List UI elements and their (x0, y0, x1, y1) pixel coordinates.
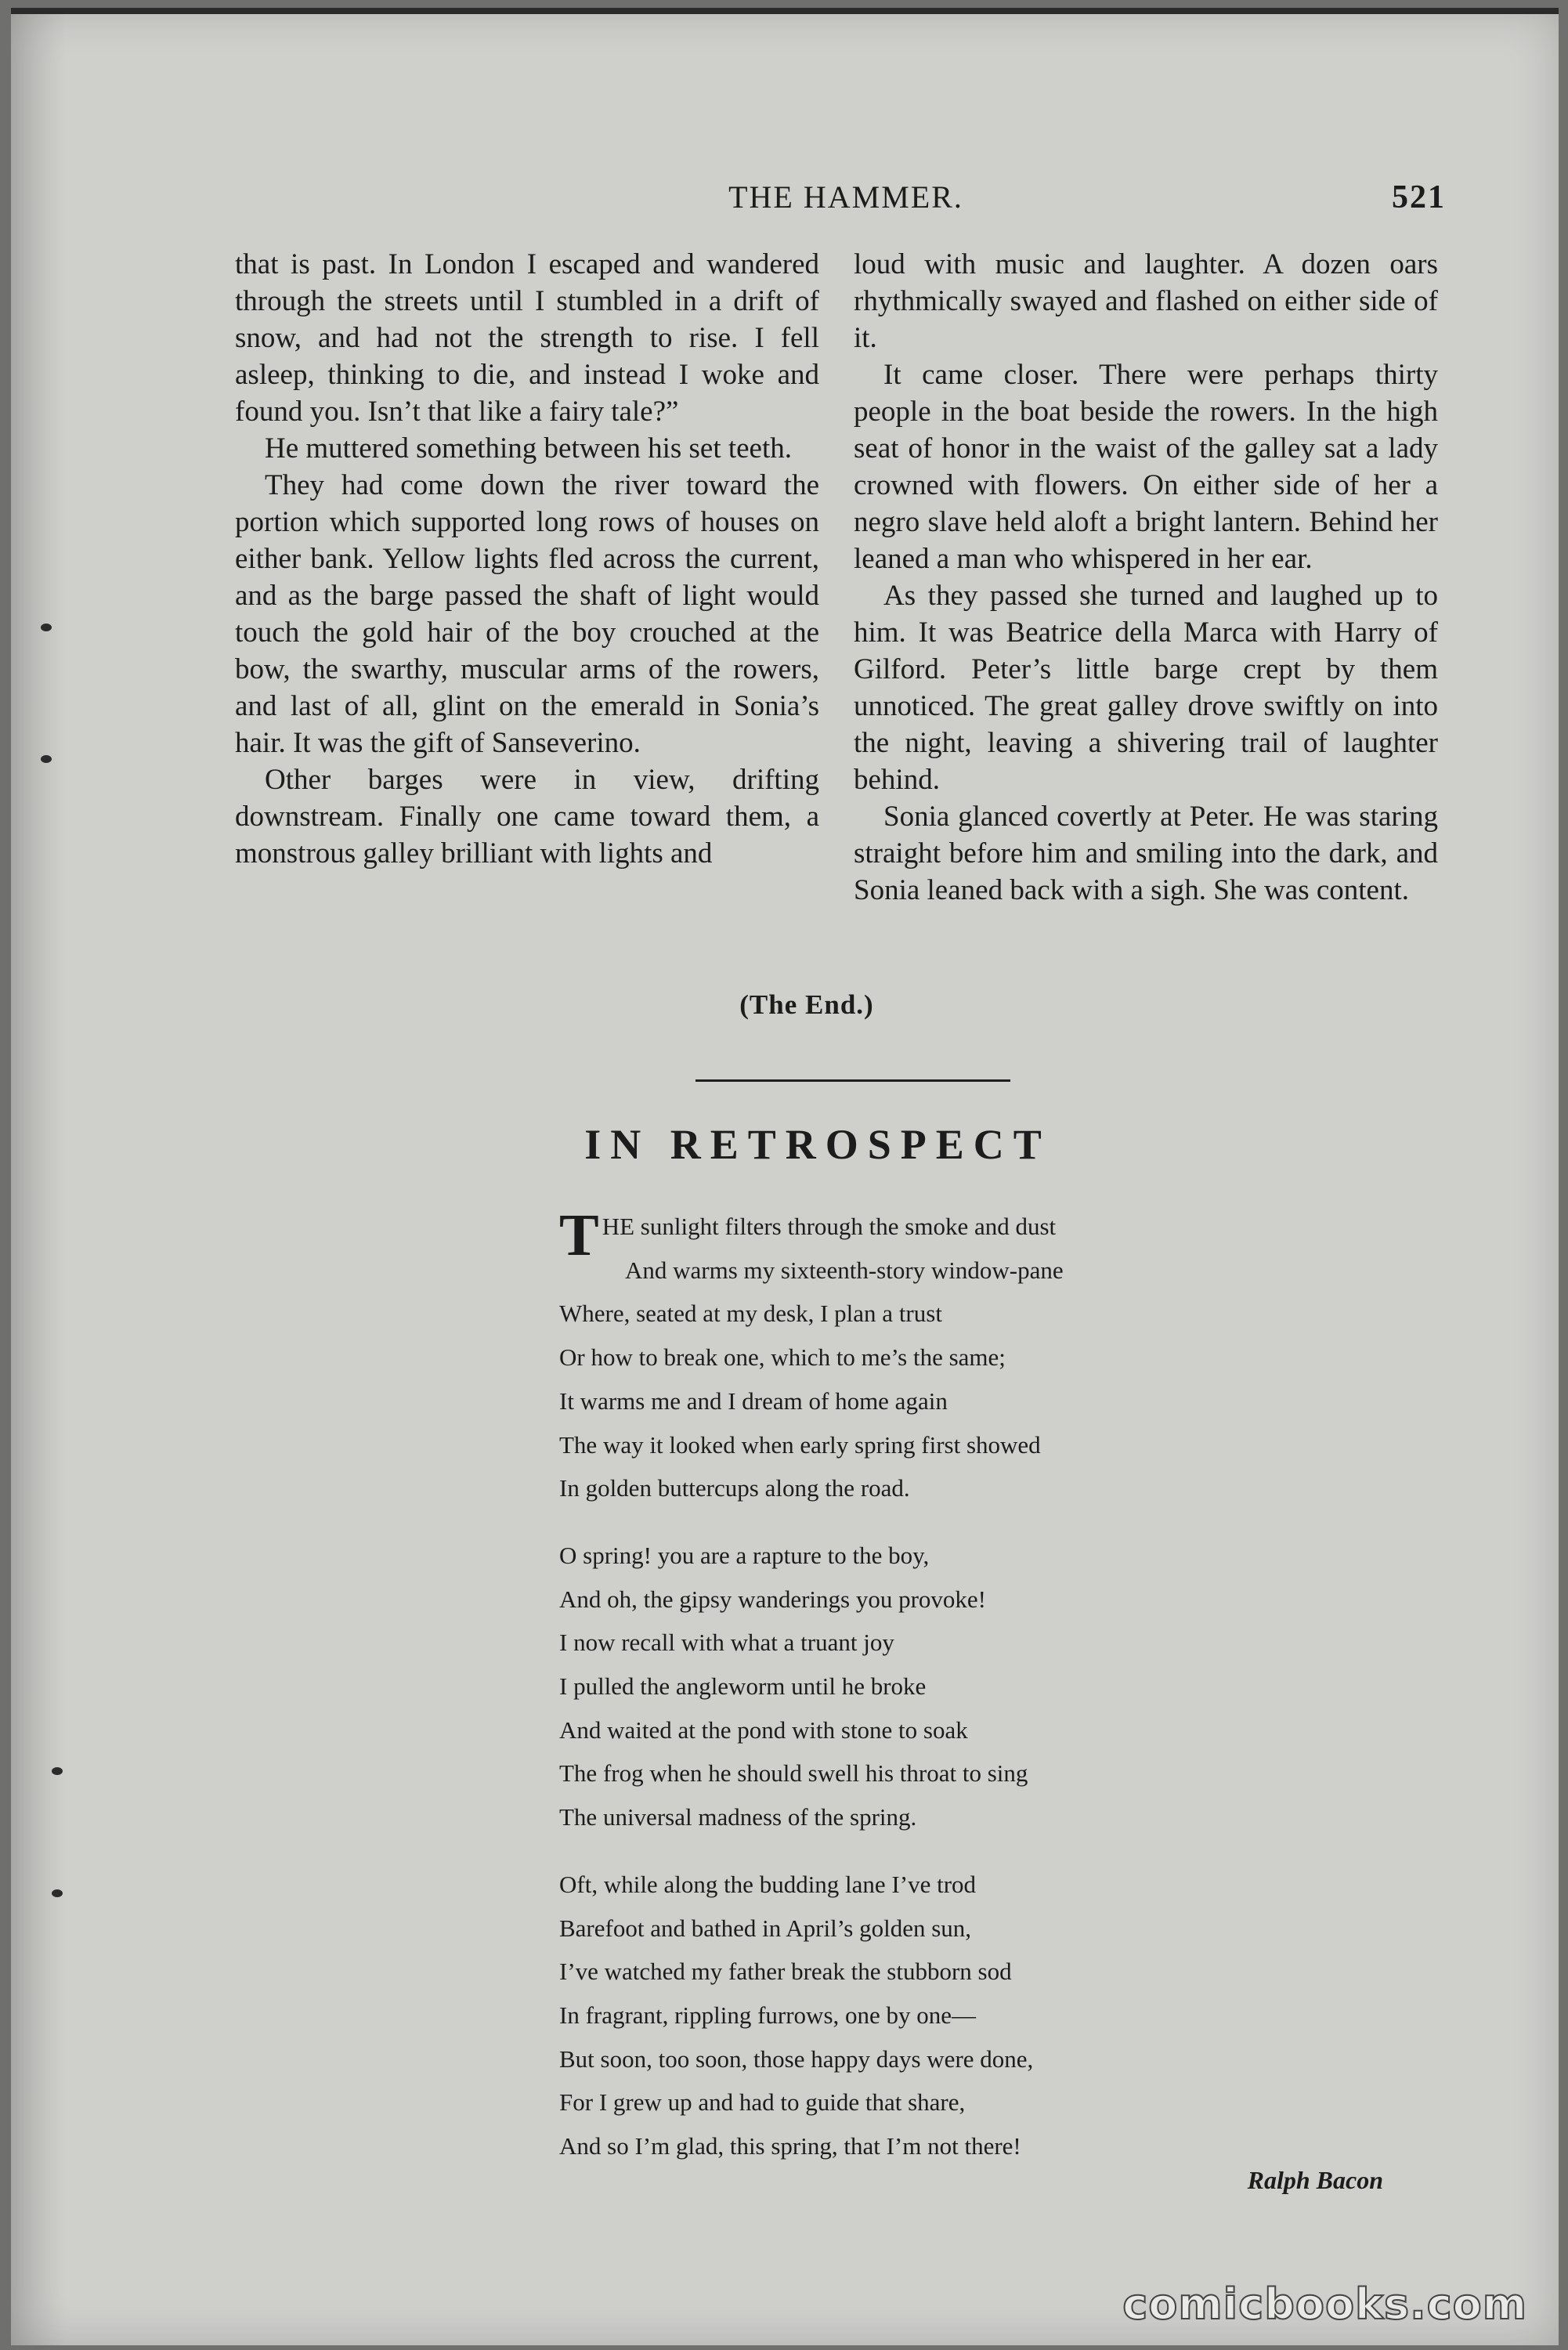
paragraph: loud with music and laughter. A dozen oars rhythmically swayed and flashed on either side of it. (854, 248, 1438, 354)
poem-line: The way it looked when early spring first showed (559, 1430, 1041, 1459)
poem-line: O spring! you are a rapture to the boy, (559, 1541, 930, 1569)
poem-line: Or how to break one, which to me’s the same; (559, 1343, 1006, 1372)
drop-cap: T (559, 1202, 599, 1268)
poem-line: The frog when he should swell his throat to sing (559, 1759, 1028, 1788)
binding-hole (52, 1889, 63, 1897)
top-edge (11, 8, 1559, 14)
poem-line: But soon, too soon, those happy days were done, (559, 2044, 1034, 2073)
running-header (246, 179, 1446, 218)
stanza-1 (559, 1202, 1233, 1510)
page-number: 521 (1392, 179, 1446, 215)
poem-line: Oft, while along the budding lane I’ve trod (559, 1870, 977, 1898)
poem-line: In fragrant, rippling furrows, one by one— (559, 2001, 977, 2029)
poem-body (559, 1202, 1233, 2192)
poem-line: And waited at the pond with stone to soak (559, 1716, 968, 1744)
paragraph: He muttered something between his set teeth. (265, 432, 793, 465)
poem-line: And so I’m glad, this spring, that I’m not there! (559, 2132, 1021, 2160)
poem-line: I now recall with what a truant joy (559, 1629, 894, 1657)
story-end-marker: (The End.) (739, 989, 874, 1020)
paragraph: They had come down the river toward the portion which supported long rows of houses on either bank. Yellow lights fled across the current, and as the barge passed the shaft of light would touch the gold hair of the boy crouched at the bow, the swarthy, muscular arms of the rowers, and last of all, glint on the emerald in Sonia’s hair. It was the gift of Sanseverino. (235, 469, 819, 759)
poem-line: The universal madness of the spring. (559, 1803, 917, 1831)
publication-title: THE HAMMER. (728, 179, 963, 215)
poem-title: IN RETROSPECT (584, 1121, 1051, 1168)
poem-line: Where, seated at my desk, I plan a trust (559, 1300, 942, 1328)
poem-line: Barefoot and bathed in April’s golden sun, (559, 1914, 972, 1942)
right-column (854, 246, 1438, 909)
section-divider (695, 1079, 1010, 1082)
left-column (235, 246, 819, 872)
stanza-3 (559, 1863, 1233, 2168)
paragraph: It came closer. There were perhaps thirty people in the boat beside the rowers. In the high seat of honor in the waist of the galley sat a lady crowned with flowers. On either side of her a negro slave held aloft a bright lantern. Behind her leaned a man who whispered in her ear. (854, 359, 1438, 575)
poem-line: And warms my sixteenth-story window-pane (625, 1256, 1064, 1284)
paragraph: Sonia glanced covertly at Peter. He was staring straight before him and smiling into the dark, and Sonia leaned back with a sigh. She was content. (854, 801, 1438, 906)
poem-line: It warms me and I dream of home again (559, 1386, 948, 1415)
poem-line: For I grew up and had to guide that share, (559, 2088, 966, 2117)
magazine-page (11, 8, 1559, 2345)
binding-hole (52, 1767, 63, 1775)
poem-line: I pulled the angleworm until he broke (559, 1672, 927, 1701)
binding-hole (41, 755, 52, 763)
stanza-2 (559, 1534, 1233, 1839)
paragraph: that is past. In London I escaped and wandered through the streets until I stumbled in a drift of snow, and had not the strength to rise. I fell asleep, thinking to die, and instead I woke and found you. Isn’t that like a fairy tale?” (235, 248, 819, 428)
poem-line: In golden buttercups along the road. (559, 1474, 910, 1502)
poem-line: And oh, the gipsy wanderings you provoke! (559, 1585, 986, 1613)
poem-line: HE sunlight filters through the smoke and dust (602, 1213, 1057, 1240)
watermark: comicbooks.com (1122, 2280, 1527, 2329)
paragraph: As they passed she turned and laughed up to him. It was Beatrice della Marca with Harry of Gilford. Peter’s little barge crept by them unnoticed. The great galley drove swiftly on into the night, leaving a shivering trail of laughter behind. (854, 580, 1438, 796)
paragraph: Other barges were in view, drifting downstream. Finally one came toward them, a monstrous galley brilliant with lights and (235, 764, 819, 870)
poem-line: I’ve watched my father break the stubborn sod (559, 1958, 1012, 1986)
binding-hole (41, 624, 52, 631)
poem-author: Ralph Bacon (1247, 2166, 1383, 2194)
